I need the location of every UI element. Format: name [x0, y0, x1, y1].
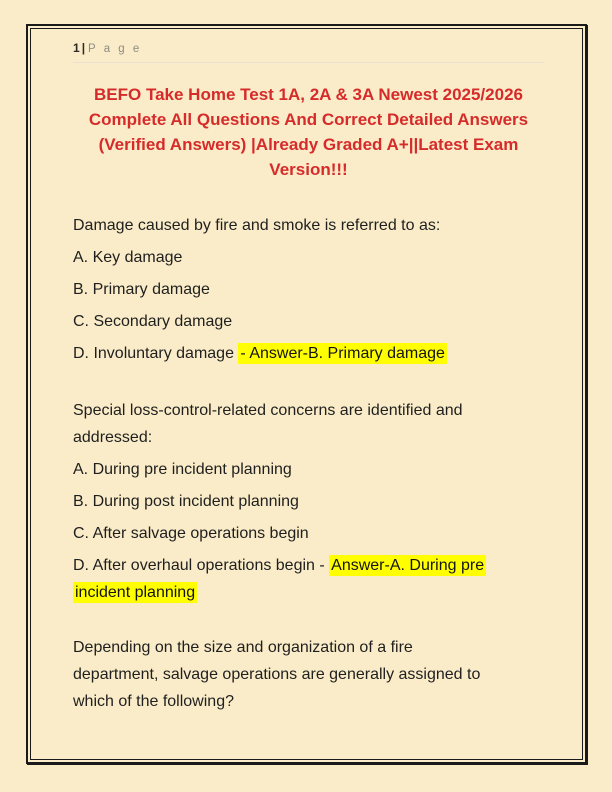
- page-number: 1: [73, 41, 80, 55]
- question-3: [73, 634, 544, 715]
- question-1: [73, 212, 544, 367]
- question-1-prompt: Damage caused by fire and smoke is referred to as:: [73, 217, 441, 234]
- question-2-prompt-line-2: addressed:: [73, 429, 153, 446]
- question-2-option-b: B. During post incident planning: [73, 493, 299, 510]
- title-line-2: Complete All Questions And Correct Detailed Answers: [88, 110, 529, 129]
- question-2-option-d-line-1: [73, 552, 544, 579]
- question-2-option-d-line-2: [73, 579, 544, 606]
- question-1-answer-highlight: - Answer-B. Primary damage: [240, 345, 445, 362]
- question-2: [73, 397, 544, 606]
- question-3-prompt-line-1: Depending on the size and organization of a fire: [73, 639, 413, 656]
- document-page: [30, 28, 583, 760]
- question-2-prompt: [73, 397, 544, 451]
- question-1-option-b: B. Primary damage: [73, 281, 210, 298]
- question-1-option-d-text: D. Involuntary damage: [73, 345, 239, 362]
- question-2-option-a: A. During pre incident planning: [73, 461, 292, 478]
- question-2-option-d-text: D. After overhaul operations begin -: [73, 557, 330, 574]
- title-line-4: Version!!!: [269, 160, 348, 179]
- question-1-option-a: A. Key damage: [73, 249, 183, 266]
- document-title: [73, 82, 544, 182]
- question-3-prompt-line-3: which of the following?: [73, 693, 234, 710]
- page-label: P a g e: [88, 43, 142, 55]
- question-1-option-d: [73, 340, 544, 367]
- question-1-option-c: C. Secondary damage: [73, 313, 233, 330]
- question-2-prompt-line-1: Special loss-control-related concerns are identified and: [73, 402, 463, 419]
- page-header: [73, 35, 544, 63]
- question-3-prompt-line-2: department, salvage operations are generally assigned to: [73, 666, 481, 683]
- page-border-outer: [26, 24, 587, 764]
- question-2-option-c: C. After salvage operations begin: [73, 525, 309, 542]
- title-line-1: BEFO Take Home Test 1A, 2A & 3A Newest 2025/2026: [94, 85, 523, 104]
- question-2-answer-highlight-line-2: incident planning: [75, 584, 196, 601]
- question-2-answer-highlight-line-1: Answer-A. During pre: [331, 557, 485, 574]
- title-line-3: (Verified Answers) |Already Graded A+||Latest Exam: [98, 135, 519, 154]
- page-header-separator: |: [81, 41, 86, 55]
- question-2-option-d: [73, 552, 544, 606]
